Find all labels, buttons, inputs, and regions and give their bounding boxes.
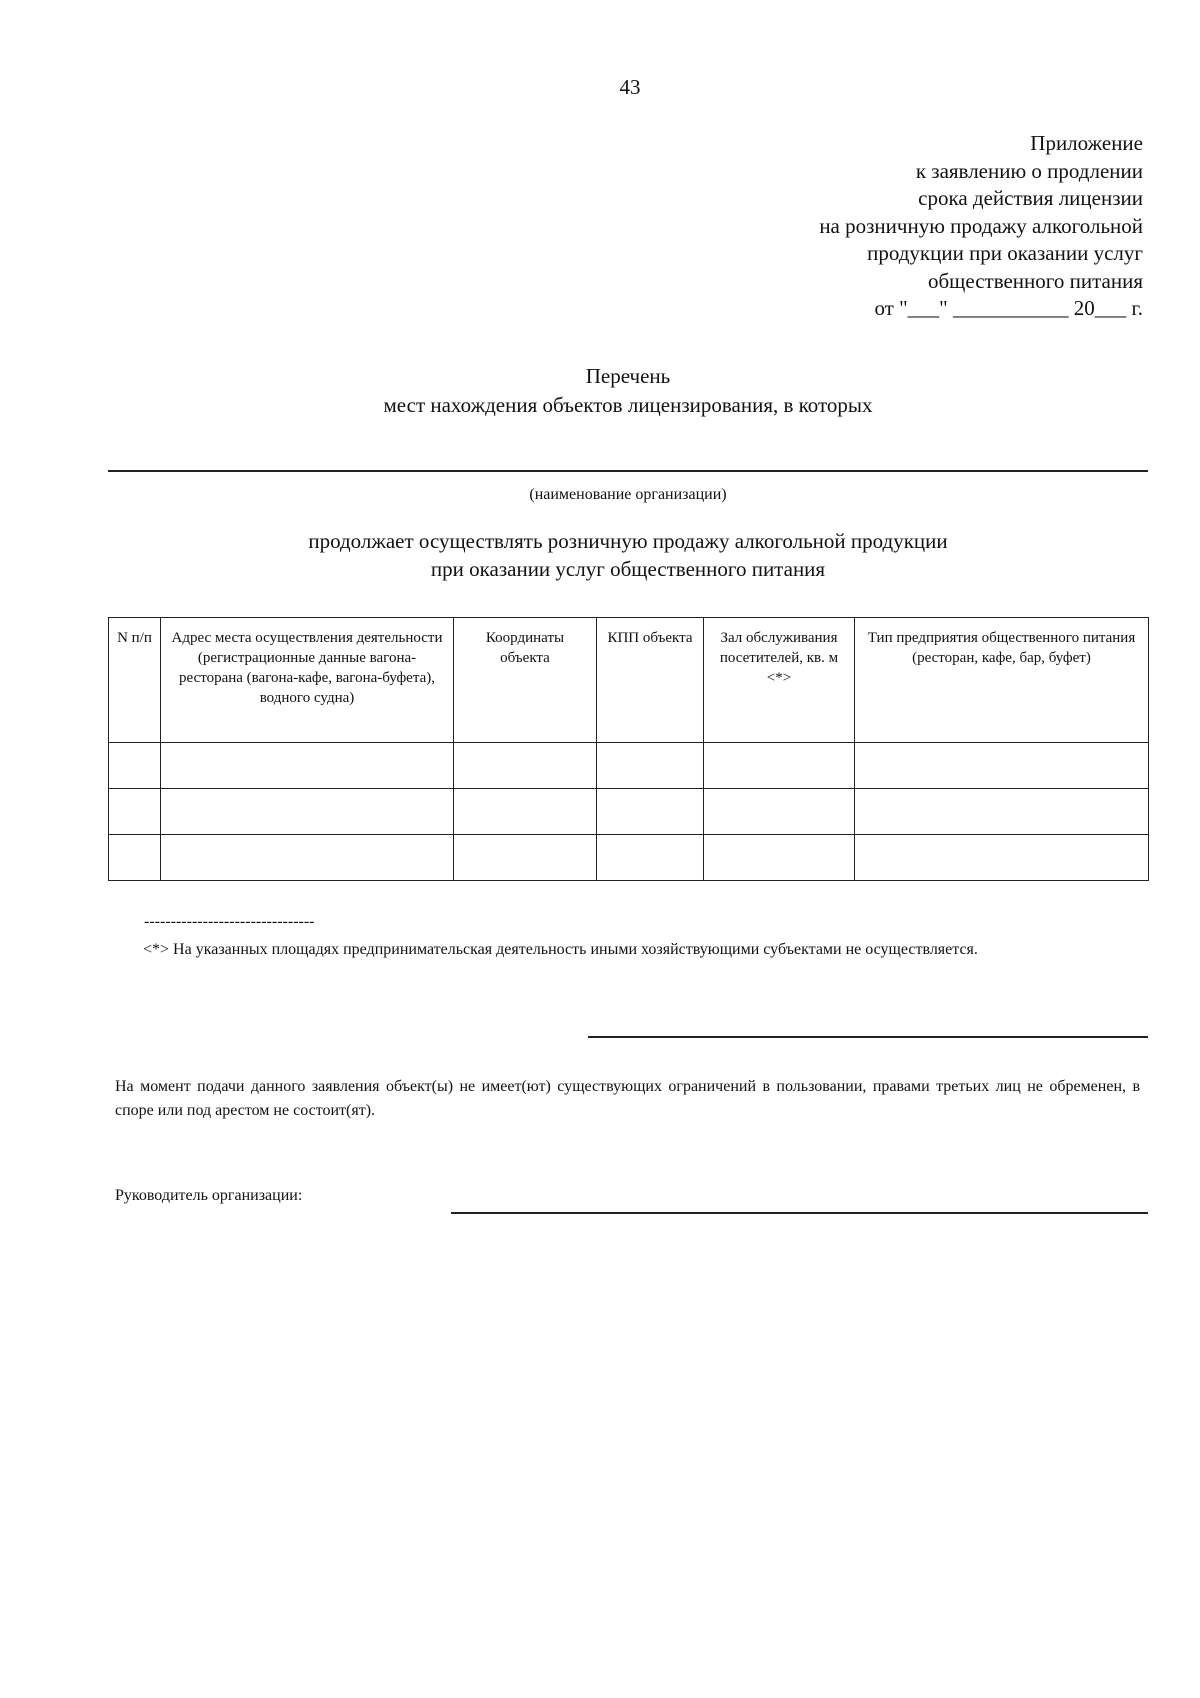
table-cell[interactable]: [597, 835, 704, 881]
table-cell[interactable]: [704, 789, 855, 835]
footnote-text: <*> На указанных площадях предпринимательская деятельность иными хозяйствующими субъектами не осуществляется.: [143, 941, 978, 958]
subtitle-line-2: при оказании услуг общественного питания: [430, 557, 826, 581]
table-row: [109, 835, 1149, 881]
page-number: 43: [619, 75, 641, 99]
appendix-line: Приложение: [1030, 131, 1143, 155]
appendix-line: общественного питания: [928, 268, 1143, 293]
header-kpp: КПП объекта: [597, 618, 704, 743]
table-cell[interactable]: [855, 743, 1149, 789]
title-line-2: мест нахождения объектов лицензирования, в которых: [383, 393, 873, 417]
table-cell[interactable]: [109, 743, 161, 789]
table-cell[interactable]: [161, 743, 454, 789]
header-address: Адрес места осуществления деятельности (регистрационные данные вагона-ресторана (вагона-кафе, вагона-буфета), водного судна): [161, 618, 454, 743]
table-cell[interactable]: [454, 743, 597, 789]
header-coordinates: Координаты объекта: [454, 618, 597, 743]
header-enterprise-type: Тип предприятия общественного питания (ресторан, кафе, бар, буфет): [855, 618, 1149, 743]
subtitle: [108, 527, 1148, 583]
document-title: [108, 362, 1148, 420]
appendix-line: к заявлению о продлении: [915, 158, 1143, 183]
table-cell[interactable]: [704, 835, 855, 881]
table-cell[interactable]: [109, 789, 161, 835]
places-table: [108, 617, 1149, 881]
table-cell[interactable]: [597, 789, 704, 835]
appendix-line: продукции при оказании услуг: [867, 241, 1143, 265]
header-number: N п/п: [109, 618, 161, 743]
table-row: [109, 789, 1149, 835]
table-header-row: [109, 618, 1149, 743]
table-cell[interactable]: [161, 789, 454, 835]
appendix-line: на розничную продажу алкогольной: [819, 213, 1143, 238]
table-cell[interactable]: [454, 835, 597, 881]
table-cell[interactable]: [454, 789, 597, 835]
encumbrance-statement: На момент подачи данного заявления объект(ы) не имеет(ют) существующих ограничений в пользовании, правами третьих лиц не обременен, в споре или под арестом не состоит(ят).: [115, 1078, 1140, 1119]
table-cell[interactable]: [597, 743, 704, 789]
table-cell[interactable]: [855, 835, 1149, 881]
head-signature-line[interactable]: [451, 1212, 1148, 1214]
header-hall-area: Зал обслуживания посетителей, кв. м <*>: [704, 618, 855, 743]
subtitle-line-1: продолжает осуществлять розничную продажу алкогольной продукции: [308, 529, 948, 553]
appendix-line: срока действия лицензии: [918, 186, 1143, 210]
footnote-separator: --------------------------------: [144, 913, 315, 930]
organization-caption: (наименование организации): [529, 486, 727, 503]
appendix-header: [543, 130, 1143, 323]
organization-name-line[interactable]: [108, 470, 1148, 472]
table-cell[interactable]: [704, 743, 855, 789]
title-line-1: Перечень: [585, 364, 671, 388]
table-cell[interactable]: [109, 835, 161, 881]
table-cell[interactable]: [161, 835, 454, 881]
head-of-organization-label: Руководитель организации:: [115, 1187, 303, 1204]
table-cell[interactable]: [855, 789, 1149, 835]
signature-blank-line[interactable]: [588, 1036, 1148, 1038]
appendix-date-line: от "___" ___________ 20___ г.: [874, 296, 1143, 320]
table-row: [109, 743, 1149, 789]
